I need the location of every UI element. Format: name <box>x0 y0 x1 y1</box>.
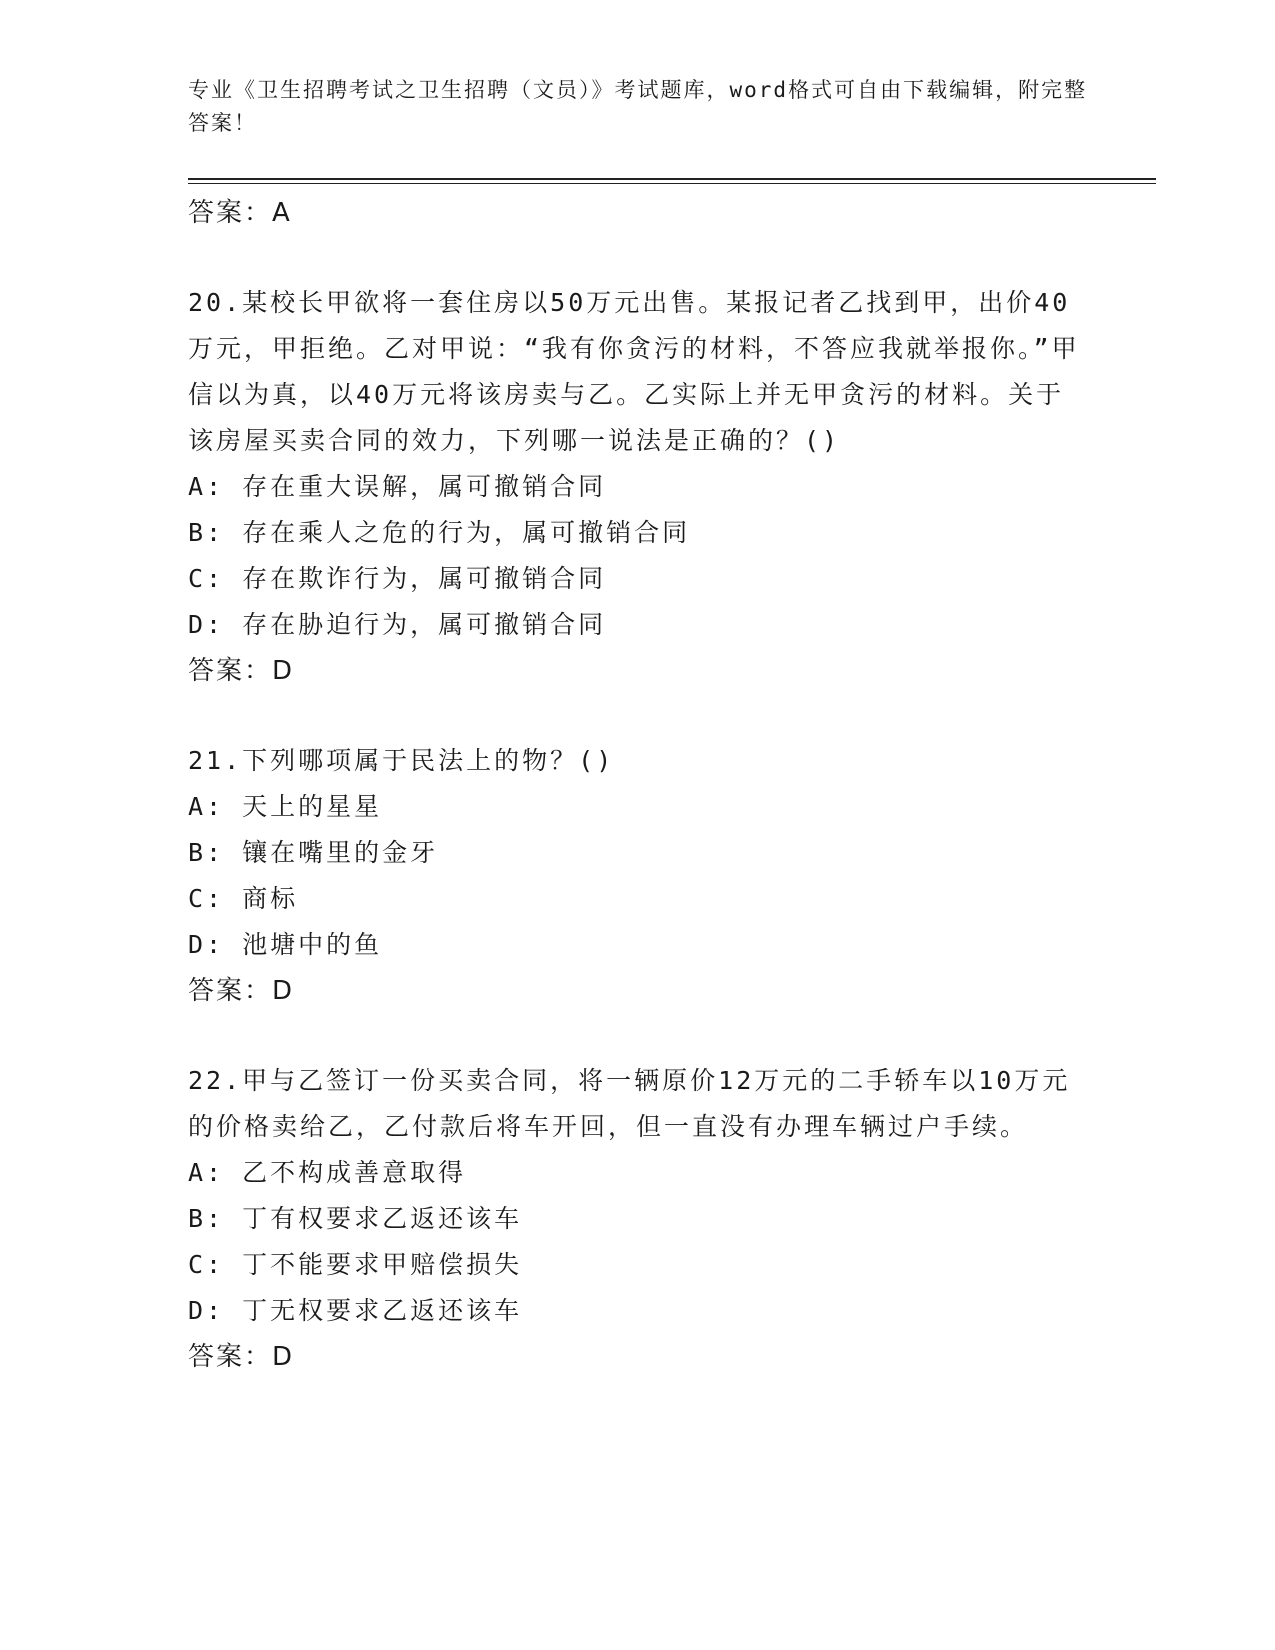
option-a: A: 天上的星星 <box>188 792 383 821</box>
option-b: B: 镶在嘴里的金牙 <box>188 838 439 867</box>
answer-label: 答案： <box>188 976 273 1006</box>
answer-line <box>188 1334 1088 1380</box>
option-b: B: 存在乘人之危的行为，属可撤销合同 <box>188 518 691 547</box>
question-21 <box>188 738 1088 1014</box>
option-c: C: 存在欺诈行为，属可撤销合同 <box>188 564 607 593</box>
question-stem: 21.下列哪项属于民法上的物？() <box>188 746 615 775</box>
question-stem: 22.甲与乙签订一份买卖合同，将一辆原价12万元的二手轿车以10万元的价格卖给乙，乙付款后将车开回，但一直没有办理车辆过户手续。 <box>188 1066 1071 1141</box>
answer-line <box>188 190 1088 236</box>
header-rule-thick <box>188 178 1156 180</box>
answer-value: D <box>272 976 294 1006</box>
option-b: B: 丁有权要求乙返还该车 <box>188 1204 523 1233</box>
option-d: D: 池塘中的鱼 <box>188 930 383 959</box>
question-22 <box>188 1058 1088 1380</box>
answer-line <box>188 968 1088 1014</box>
option-d: D: 存在胁迫行为，属可撤销合同 <box>188 610 607 639</box>
question-stem: 20.某校长甲欲将一套住房以50万元出售。某报记者乙找到甲，出价40万元，甲拒绝。乙对甲说：“我有你贪污的材料，不答应我就举报你。”甲信以为真，以40万元将该房卖与乙。乙实际上并无甲贪污的材料。关于该房屋买卖合同的效力，下列哪一说法是正确的？() <box>188 288 1080 455</box>
header-rule-thin <box>188 183 1156 184</box>
answer-label: 答案： <box>188 656 273 686</box>
answer-line <box>188 648 1088 694</box>
question-20 <box>188 280 1088 694</box>
document-header: 专业《卫生招聘考试之卫生招聘（文员）》考试题库，word格式可自由下载编辑，附完整答案！ <box>188 78 1088 135</box>
answer-value: D <box>272 656 294 686</box>
answer-value: D <box>272 1342 294 1372</box>
option-a: A: 存在重大误解，属可撤销合同 <box>188 472 607 501</box>
option-a: A: 乙不构成善意取得 <box>188 1158 467 1187</box>
answer-value: A <box>272 198 291 228</box>
answer-label: 答案： <box>188 1342 273 1372</box>
option-d: D: 丁无权要求乙返还该车 <box>188 1296 523 1325</box>
option-c: C: 商标 <box>188 884 299 913</box>
option-c: C: 丁不能要求甲赔偿损失 <box>188 1250 523 1279</box>
answer-label: 答案： <box>188 198 273 228</box>
document-body <box>188 190 1088 1380</box>
